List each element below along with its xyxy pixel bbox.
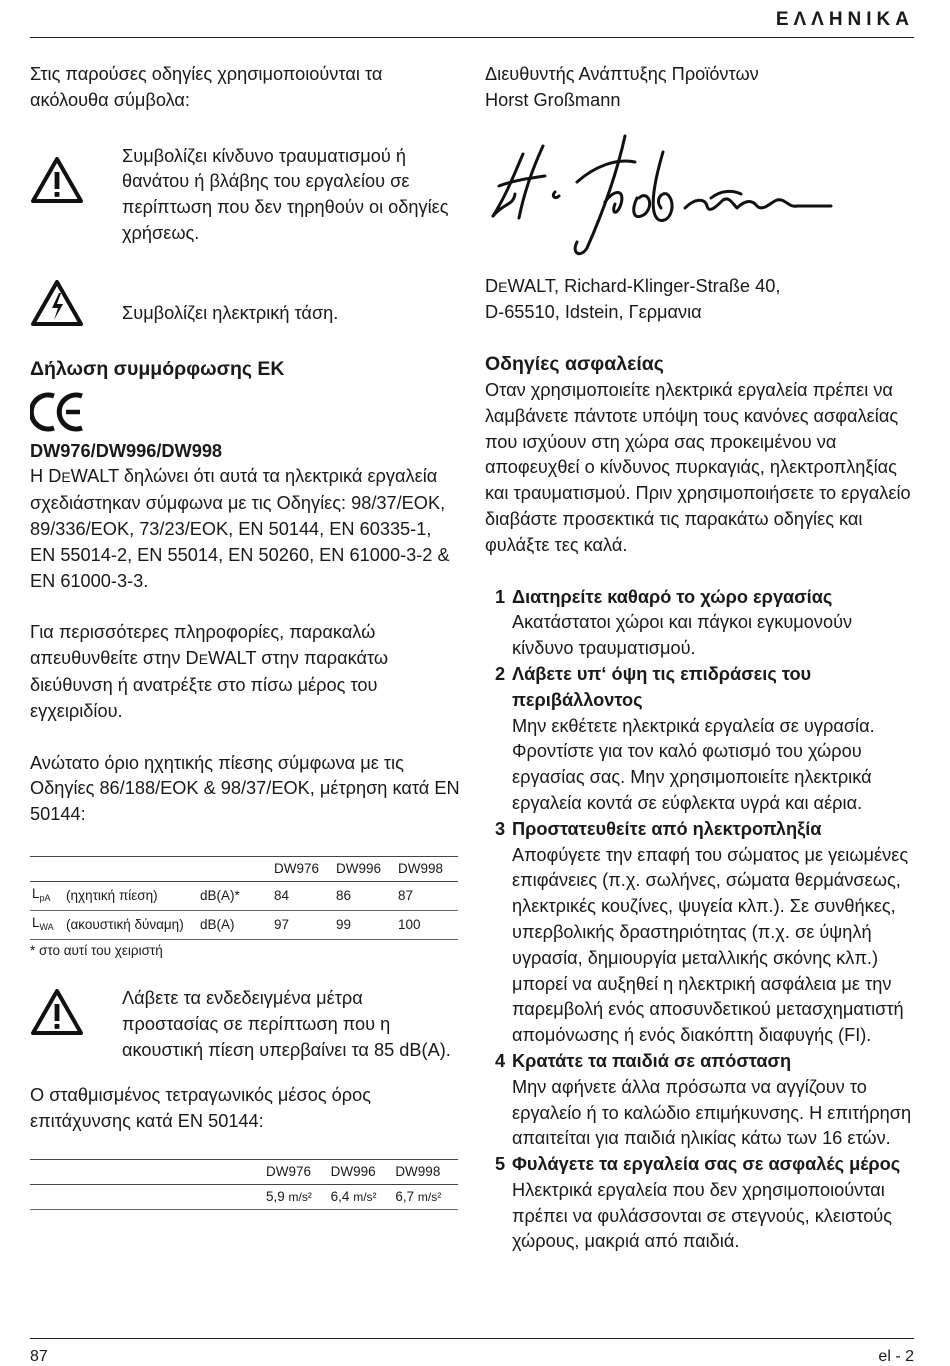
signatory-title: Διευθυντής Ανάπτυξης Προϊόντων <box>485 64 759 84</box>
list-item <box>485 1152 917 1255</box>
vibration-table <box>30 1159 458 1210</box>
language-header: ΕΛΛΗΝΙΚΑ <box>775 9 914 30</box>
item-title: Διατηρείτε καθαρό το χώρο εργασίας <box>512 586 833 607</box>
noise-value: 84 <box>272 881 334 910</box>
vibration-table-header <box>30 1159 458 1184</box>
ce-mark-logo <box>30 391 88 433</box>
item-number: 5 <box>495 1154 506 1175</box>
vibration-intro: Ο σταθμισμένος τετραγωνικός μέσος όρος επιτάχυνσης κατά EN 50144: <box>30 1085 371 1132</box>
noise-unit: dB(A)* <box>198 881 272 910</box>
list-item <box>485 585 917 662</box>
model-numbers: DW976/DW996/DW998 <box>30 440 223 461</box>
item-title: Προστατευθείτε από ηλεκτροπληξία <box>512 818 822 839</box>
header-rule <box>30 37 914 38</box>
warning-triangle-icon <box>30 988 84 1036</box>
signatory-name: Horst Großmann <box>485 89 621 110</box>
safety-list <box>485 585 917 1256</box>
item-title: Φυλάγετε τα εργαλεία σας σε ασφαλές μέρος <box>512 1154 901 1175</box>
right-column <box>485 62 917 1255</box>
noise-symbol: $L_{pA}$ <box>30 881 64 910</box>
warning-triangle-icon <box>30 156 84 204</box>
vibration-col-dw998: DW998 <box>393 1159 458 1184</box>
item-text: Ηλεκτρικά εργαλεία που δεν χρησιμοποιούνται πρέπει να φυλάσσονται σε στεγνούς, κλειστούς χώρους, μακριά από παιδιά. <box>512 1179 893 1252</box>
item-title: Κρατάτε τα παιδιά σε απόσταση <box>512 1050 792 1071</box>
item-number: 4 <box>495 1050 506 1071</box>
noise-value: 99 <box>334 910 396 939</box>
item-title: Λάβετε υπ‘ όψη τις επιδράσεις του περιβάλλοντος <box>512 663 812 710</box>
page-number-right: el - 2 <box>878 1348 914 1365</box>
noise-value: 97 <box>272 910 334 939</box>
item-text: Μην αφήνετε άλλα πρόσωπα να αγγίζουν το εργαλείο ή το καλώδιο επιμήκυνσης. Η επιτήρηση απαιτείται για παιδιά ηλικίας κάτω των 16 ετών. <box>512 1076 912 1149</box>
noise-symbol: $L_{WA}$ <box>30 910 64 939</box>
noise-value: 87 <box>396 881 458 910</box>
electric-voltage-icon <box>30 279 84 327</box>
vibration-col-dw996: DW996 <box>329 1159 394 1184</box>
vibration-value: 6,7 m/s² <box>393 1184 458 1209</box>
noise-unit: dB(A) <box>198 910 272 939</box>
list-item <box>485 1049 917 1152</box>
left-column <box>30 62 460 1210</box>
footer-rule <box>30 1338 914 1339</box>
item-text: Αποφύγετε την επαφή του σώματος με γειωμένες επιφάνειες (π.χ. σωλήνες, σώματα θερμάνσεως, ηλεκτρικές κουζίνες, ψυγεία κλπ.). Σε συνθήκες, υπερβολικής δραστηριότητας (π.χ. σε ύψηλή υγρασία, δημιουργία μεταλλικής σκόνης κλπ.) μπορεί να αυξηθεί η ηλεκτρική ασφάλεια με την παρεμβολή ενός αποσυνδετικού μετασχηματιστή απομόνωσης ή ενός διακόπτη διαφυγής (FI). <box>512 844 909 1046</box>
noise-col-dw976: DW976 <box>272 856 334 881</box>
noise-footnote: * στο αυτί του χειριστή <box>30 942 163 958</box>
noise-description: (ηχητική πίεση) <box>64 881 198 910</box>
noise-description: (ακουστική δύναμη) <box>64 910 198 939</box>
vibration-col-dw976: DW976 <box>264 1159 329 1184</box>
symbol-danger-text: Συμβολίζει κίνδυνο τραυματισμού ή θανάτου ή βλάβης του εργαλείου σε περίπτωση που δεν τηρηθούν οι οδηγίες χρήσεως. <box>122 145 449 243</box>
symbol-voltage-row <box>30 277 460 337</box>
noise-col-dw996: DW996 <box>334 856 396 881</box>
ec-declaration-title: Δήλωση συμμόρφωσης ΕΚ <box>30 357 285 380</box>
address-line-2: D-65510, Idstein, Γερμανια <box>485 302 702 323</box>
vibration-value: 5,9 m/s² <box>264 1184 329 1209</box>
noise-value: 100 <box>396 910 458 939</box>
safety-intro: Οταν χρησιμοποιείτε ηλεκτρικά εργαλεία πρέπει να λαμβάνετε πάντοτε υπόψη τους κανόνες ασφαλείας που ισχύουν στη χώρα σας προκειμένου να αποφευχθεί ο κίνδυνος πυρκαγιάς, ηλεκτροπληξίας και τραυματισμού. Πριν χρησιμοποιήσετε το εργαλείο διαβάστε προσεκτικά τις παρακάτω οδηγίες και φυλάξτε τες καλά. <box>485 379 911 555</box>
noise-value: 86 <box>334 881 396 910</box>
handwritten-signature <box>485 132 845 260</box>
safety-title: Οδηγίες ασφαλείας <box>485 353 664 376</box>
list-item <box>485 817 917 1049</box>
symbol-danger-row <box>30 144 460 247</box>
further-info-text: Για περισσότερες πληροφορίες, παρακαλώ απευθυνθείτε στην DEWALT στην παρακάτω διεύθυνση ή ανατρέξτε στο πίσω μέρος του εγχειριδίου. <box>30 622 389 721</box>
noise-intro: Ανώτατο όριο ηχητικής πίεσης σύμφωνα με τις Οδηγίες 86/188/ΕΟΚ & 98/37/ΕΟΚ, μέτρηση κατά EN 50144: <box>30 752 460 825</box>
vibration-value: 6,4 m/s² <box>329 1184 394 1209</box>
item-number: 2 <box>495 663 506 684</box>
item-number: 3 <box>495 818 506 839</box>
symbol-voltage-text: Συμβολίζει ηλεκτρική τάση. <box>122 302 339 323</box>
hearing-warning-text: Λάβετε τα ενδεδειγμένα μέτρα προστασίας σε περίπτωση που η ακουστική πίεση υπερβαίνει τα 85 dB(A). <box>122 987 451 1060</box>
list-item <box>485 662 917 817</box>
hearing-warning-row <box>30 986 460 1063</box>
table-row <box>30 910 458 939</box>
noise-table <box>30 856 458 940</box>
symbols-intro: Στις παρούσες οδηγίες χρησιμοποιούνται τα ακόλουθα σύμβολα: <box>30 64 383 110</box>
ec-declaration-text: Η DEWALT δηλώνει ότι αυτά τα ηλεκτρικά εργαλεία σχεδιάστηκαν σύμφωνα με τις Οδηγίες: 98/37/ΕΟΚ, 89/336/ΕΟΚ, 73/23/ΕΟΚ, EN 50144, EN 60335-1, EN 55014-2, EN 55014, EN 50260, EN 61000-3-2 & EN 61000-3-3. <box>30 466 450 591</box>
page-number-left: 87 <box>30 1348 48 1365</box>
address-line-1: DEWALT, Richard-Klinger-Straße 40, <box>485 275 781 296</box>
item-number: 1 <box>495 586 506 607</box>
item-text: Ακατάστατοι χώροι και πάγκοι εγκυμονούν κίνδυνο τραυματισμού. <box>512 612 853 659</box>
noise-col-dw998: DW998 <box>396 856 458 881</box>
table-row <box>30 881 458 910</box>
noise-table-header <box>30 856 458 881</box>
table-row <box>30 1184 458 1209</box>
item-text: Μην εκθέτετε ηλεκτρικά εργαλεία σε υγρασία. Φροντίστε για τον καλό φωτισμό του χώρου εργασίας σας. Μην χρησιμοποιείτε ηλεκτρικά εργαλεία κοντά σε εύφλεκτα υγρά και αέρια. <box>512 715 875 813</box>
